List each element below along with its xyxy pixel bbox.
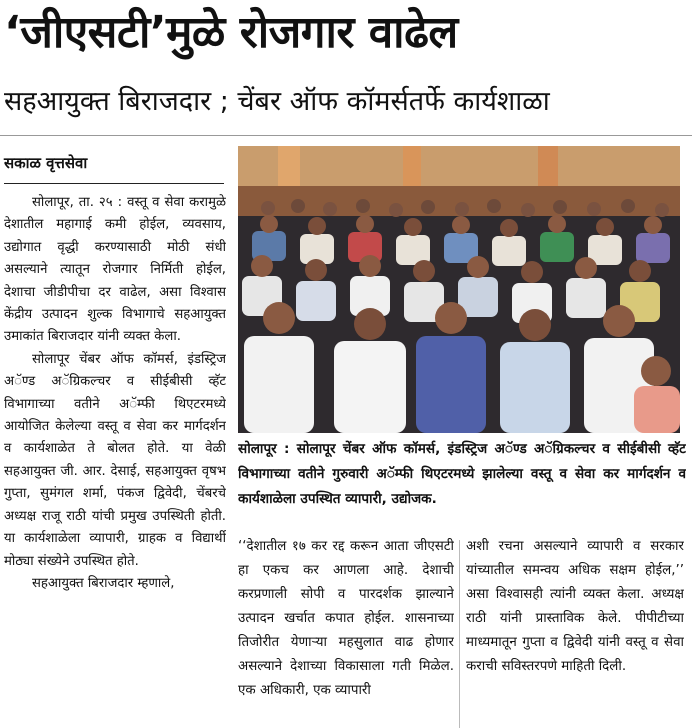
column-divider xyxy=(459,540,460,728)
byline-divider xyxy=(4,183,224,184)
paragraph: सोलापूर, ता. २५ : वस्तू व सेवा करामुळे देशातील महागाई कमी होईल, व्यवसाय, उद्योगात वृद्धी करण्यासाठी मोठी संधी असल्याने त्यातून रोजगार निर्मिती होईल, देशाचा जीडीपीचा दर वाढेल, असा विश्वास केंद्रीय उत्पादन शुल्क विभागाचे सहआयुक्त उमाकांत बिराजदार यांनी व्यक्त केला. xyxy=(4,195,226,345)
article-column-right: अशी रचना असल्याने व्यापारी व सरकार यांच्यातील समन्वय अधिक सक्षम होईल,’’ असा विश्वासही त्यांनी व्यक्त केला. अध्यक्ष राठी यांनी प्रास्ताविक केले. पीपीटीच्या माध्यमातून गुप्ता व द्विवेदी यांनी वस्तू व सेवा कराची सविस्तरपणे माहिती दिली. xyxy=(466,539,684,674)
article-column-left xyxy=(4,192,226,728)
article-column-middle: ‘‘देशातील १७ कर रद्द करून आता जीएसटी हा एकच कर आणला आहे. देशाची करप्रणाली सोपी व पारदर्शक झाल्याने उत्पादन खर्चात कपात होईल. शासनाच्या तिजोरीत येणाऱ्या महसुलात वाढ होणार असल्याने देशाच्या विकासाला गती मिळेल. एक अधिकारी, एक व्यापारी xyxy=(238,539,454,698)
headline: ‘जीएसटी’मुळे रोजगार वाढेल xyxy=(4,7,458,58)
audience-photo-art xyxy=(238,146,680,433)
paragraph: सोलापूर चेंबर ऑफ कॉमर्स, इंडस्ट्रिज अॅण्ड अॅग्रिकल्चर व सीईबीसी व्हॅट विभागाच्या वतीने अॅम्फी थिएटरमध्ये आयोजित केलेल्या वस्तू व सेवा कर मार्गदर्शन व कार्यशाळेत ते बोलत होते. या वेळी सहआयुक्त जी. आर. देसाई, सहआयुक्त वृषभ गुप्ता, सुमंगल शर्मा, पंकज द्विवेदी, चेंबरचे अध्यक्ष राजू राठी यांची प्रमुख उपस्थिती होती. या कार्यशाळेला व्यापारी, ग्राहक व विद्यार्थी मोठ्या संख्येने उपस्थित होते. xyxy=(4,351,226,569)
header-divider xyxy=(0,135,692,136)
byline: सकाळ वृत्तसेवा xyxy=(4,154,88,172)
photo-caption: सोलापूर : सोलापूर चेंबर ऑफ कॉमर्स, इंडस्ट्रिज अॅण्ड अॅग्रिकल्चर व सीईबीसी व्हॅट विभागाच्या वतीने गुरुवारी अॅम्फी थिएटरमध्ये झालेल्या वस्तू व सेवा कर मार्गदर्शन व कार्यशाळेला उपस्थित व्यापारी, उद्योजक. xyxy=(238,441,686,507)
audience-photo xyxy=(238,146,680,433)
paragraph: सहआयुक्त बिराजदार म्हणाले, xyxy=(32,575,175,591)
subheadline: सहआयुक्त बिराजदार ; चेंबर ऑफ कॉमर्सतर्फे कार्यशाळा xyxy=(4,86,550,117)
